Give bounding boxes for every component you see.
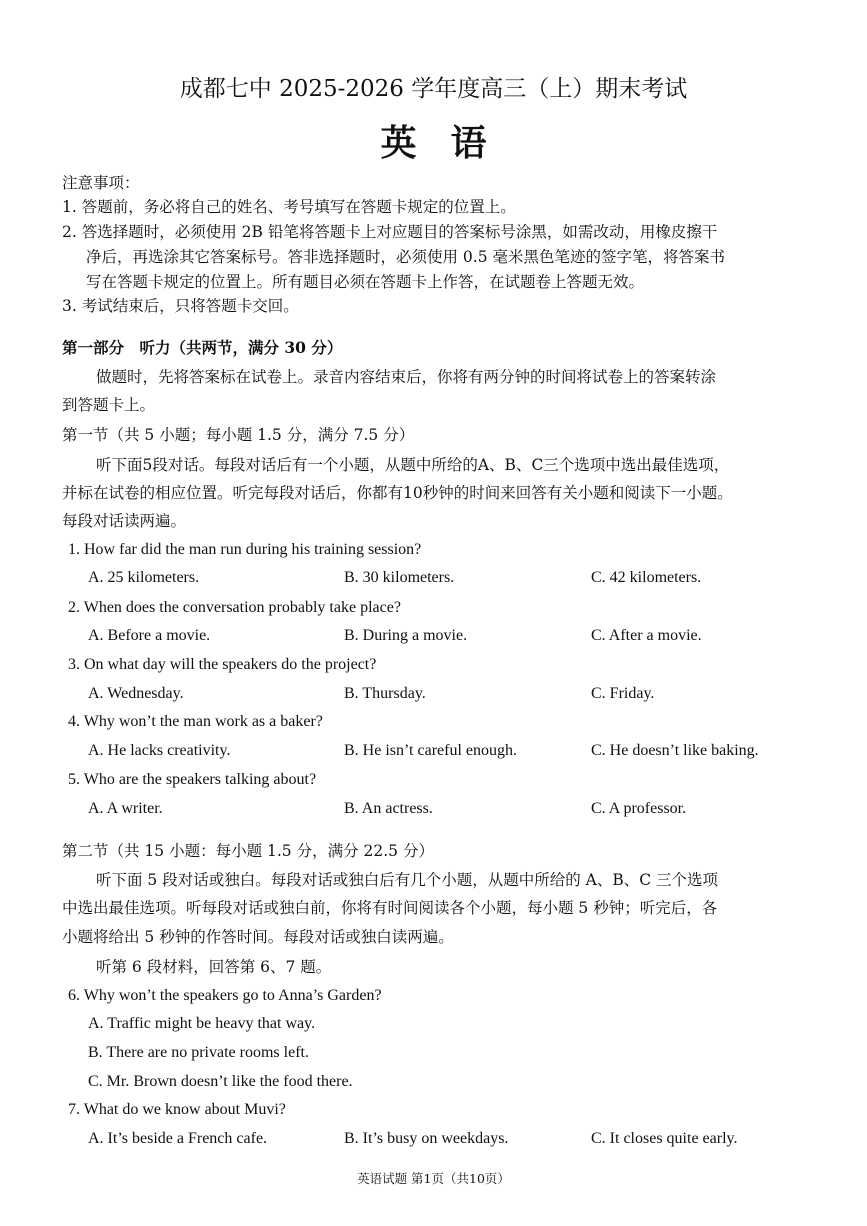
page-footer: 英语试题 第1页（共10页） <box>357 1171 510 1186</box>
part1-heading: 第一部分 听力（共两节，满分 30 分） <box>62 338 343 357</box>
question-1-option-b: B. 30 kilometers. <box>344 569 455 586</box>
section2-heading: 第二节（共 15 小题：每小题 1.5 分，满分 22.5 分） <box>62 842 434 860</box>
question-3-option-b: B. Thursday. <box>344 685 426 702</box>
section2-intro-a: 听下面 5 段对话或独白。每段对话或独白后有几个小题，从题中所给的 A、B、C 三个选项 <box>96 871 719 889</box>
question-7-option-a: A. It’s beside a French cafe. <box>88 1130 268 1147</box>
question-7: 7. What do we know about Muvi? <box>68 1101 286 1118</box>
question-1-option-c: C. 42 kilometers. <box>591 569 702 586</box>
subject-title: 英语 <box>380 123 521 164</box>
question-5-option-b: B. An actress. <box>344 800 433 817</box>
notice-line-2c: 写在答题卡规定的位置上。所有题目必须在答题卡上作答，在试题卷上答题无效。 <box>86 273 645 291</box>
question-5-option-a: A. A writer. <box>88 800 163 817</box>
question-7-option-b: B. It’s busy on weekdays. <box>344 1130 509 1147</box>
exam-title: 成都七中 2025-2026 学年度高三（上）期末考试 <box>179 76 688 102</box>
question-6: 6. Why won’t the speakers go to Anna’s Garden? <box>68 987 382 1004</box>
question-4-option-c: C. He doesn’t like baking. <box>591 742 759 759</box>
part1-intro-b: 到答题卡上。 <box>62 396 156 414</box>
notice-heading: 注意事项： <box>62 174 140 192</box>
section1-intro-c: 每段对话读两遍。 <box>62 512 187 530</box>
question-5: 5. Who are the speakers talking about? <box>68 771 317 788</box>
material-6-instruction: 听第 6 段材料，回答第 6、7 题。 <box>96 958 332 976</box>
notice-line-3: 3. 考试结束后，只将答题卡交回。 <box>62 297 299 315</box>
question-4-option-a: A. He lacks creativity. <box>88 742 231 759</box>
question-4: 4. Why won’t the man work as a baker? <box>68 713 323 730</box>
question-6-option-c: C. Mr. Brown doesn’t like the food there. <box>88 1073 353 1090</box>
section1-heading: 第一节（共 5 小题；每小题 1.5 分，满分 7.5 分） <box>62 426 415 444</box>
section2-intro-c: 小题将给出 5 秒钟的作答时间。每段对话或独白读两遍。 <box>62 928 454 946</box>
question-1-option-a: A. 25 kilometers. <box>88 569 200 586</box>
question-3-option-c: C. Friday. <box>591 685 655 702</box>
section1-intro-a: 听下面5段对话。每段对话后有一个小题，从题中所给的A、B、C三个选项中选出最佳选项， <box>96 456 730 474</box>
question-3-option-a: A. Wednesday. <box>88 685 184 702</box>
section1-intro-b: 并标在试卷的相应位置。听完每段对话后，你都有10秒钟的时间来回答有关小题和阅读下一小题。 <box>62 484 733 502</box>
question-7-option-c: C. It closes quite early. <box>591 1130 738 1147</box>
question-2-option-c: C. After a movie. <box>591 627 702 644</box>
question-6-option-a: A. Traffic might be heavy that way. <box>88 1015 316 1032</box>
notice-line-2b: 净后，再选涂其它答案标号。答非选择题时，必须使用 0.5 毫米黑色笔迹的签字笔，将答案书 <box>86 248 726 266</box>
question-1: 1. How far did the man run during his training session? <box>68 541 422 558</box>
question-2-option-a: A. Before a movie. <box>88 627 211 644</box>
question-2: 2. When does the conversation probably take place? <box>68 599 401 616</box>
section2-intro-b: 中选出最佳选项。听每段对话或独白前，你将有时间阅读各个小题，每小题 5 秒钟；听完后，各 <box>62 899 718 917</box>
question-4-option-b: B. He isn’t careful enough. <box>344 742 517 759</box>
question-6-option-b: B. There are no private rooms left. <box>88 1044 309 1061</box>
notice-line-2a: 2. 答选择题时，必须使用 2B 铅笔将答题卡上对应题目的答案标号涂黑，如需改动，用橡皮擦干 <box>62 223 718 241</box>
notice-line-1: 1. 答题前，务必将自己的姓名、考号填写在答题卡规定的位置上。 <box>62 198 516 216</box>
part1-intro-a: 做题时，先将答案标在试卷上。录音内容结束后，你将有两分钟的时间将试卷上的答案转涂 <box>96 368 717 386</box>
question-3: 3. On what day will the speakers do the project? <box>68 656 377 673</box>
question-2-option-b: B. During a movie. <box>344 627 468 644</box>
question-5-option-c: C. A professor. <box>591 800 687 817</box>
